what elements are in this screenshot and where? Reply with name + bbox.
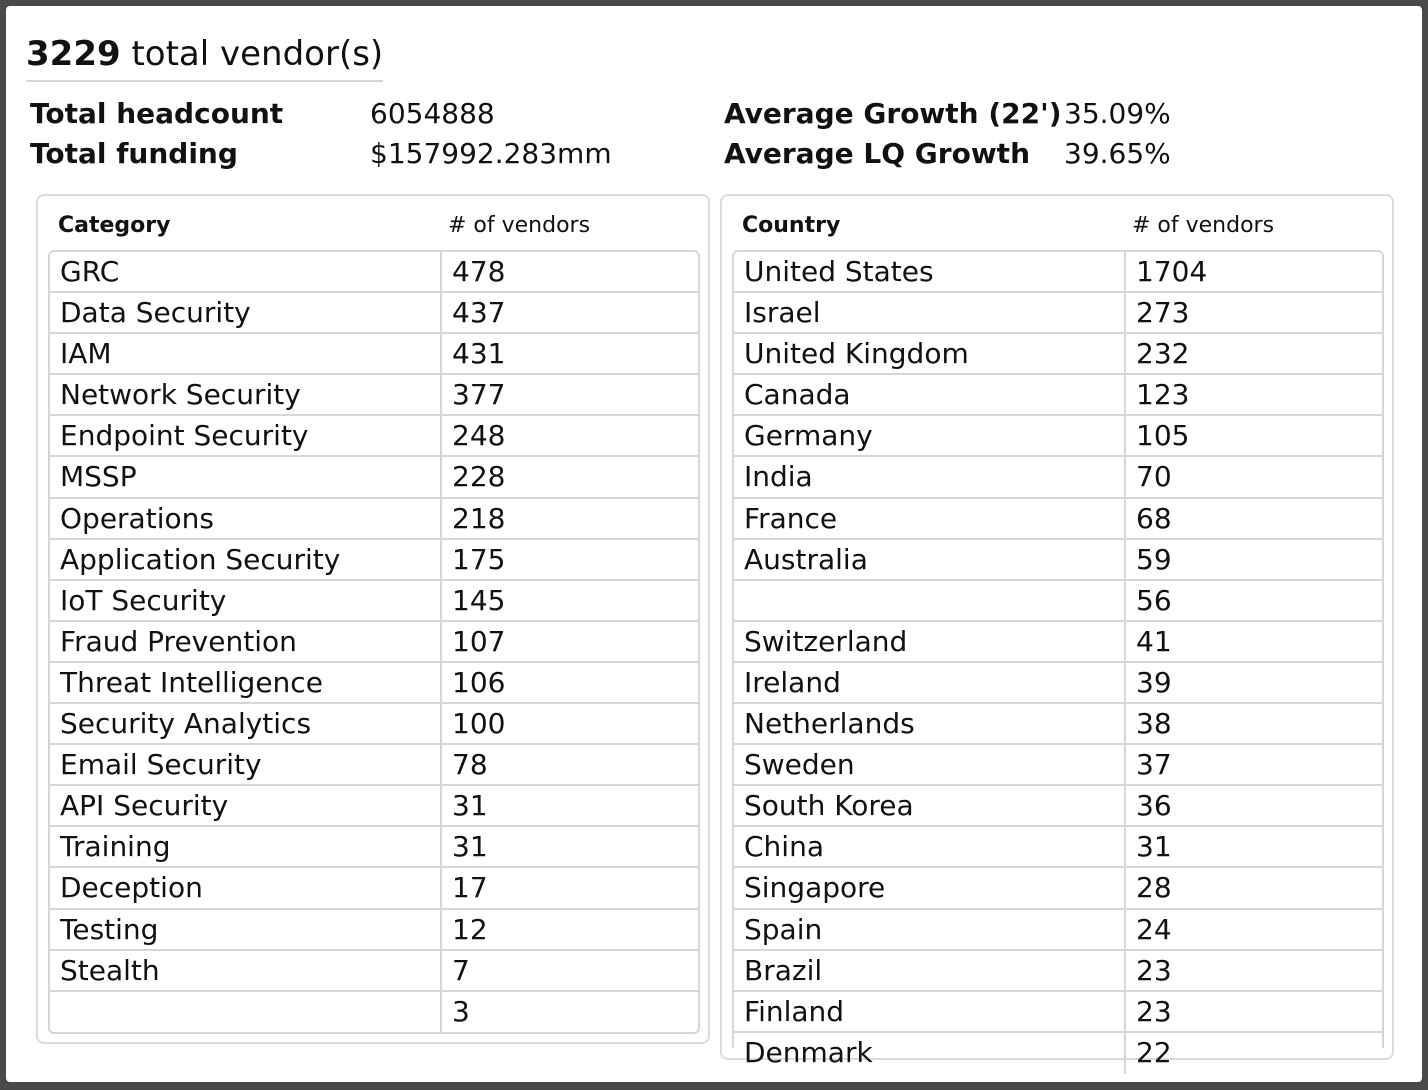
category-panel	[36, 194, 710, 1044]
row-name-cell: Training	[50, 827, 442, 866]
row-count-cell: 28	[1136, 871, 1172, 905]
row-count-cell: 431	[452, 337, 506, 371]
table-row	[50, 252, 698, 293]
row-count-cell: 273	[1136, 296, 1190, 330]
row-count-cell: 37	[1136, 748, 1172, 782]
row-name-cell: Sweden	[734, 745, 1126, 784]
table-row	[734, 622, 1382, 663]
row-count-cell: 31	[452, 789, 488, 823]
table-row	[734, 868, 1382, 909]
table-row	[50, 786, 698, 827]
category-table	[48, 250, 700, 1034]
total-funding-label: Total funding	[30, 137, 238, 170]
row-name-cell: API Security	[50, 786, 442, 825]
average-lq-growth-value: 39.65%	[1064, 137, 1171, 170]
table-row	[50, 581, 698, 622]
row-name-cell: Testing	[50, 910, 442, 949]
table-row	[734, 827, 1382, 868]
row-name-cell: MSSP	[50, 457, 442, 496]
table-row	[50, 745, 698, 786]
row-name-cell: Brazil	[734, 951, 1126, 990]
row-name-cell: GRC	[50, 252, 442, 291]
total-funding-value: $157992.283mm	[370, 137, 612, 170]
row-name-cell: Threat Intelligence	[50, 663, 442, 702]
row-name-cell: Operations	[50, 499, 442, 538]
row-count-cell: 31	[1136, 830, 1172, 864]
table-row	[734, 375, 1382, 416]
row-name-cell: Data Security	[50, 293, 442, 332]
row-name-cell: Germany	[734, 416, 1126, 455]
table-row	[50, 910, 698, 951]
row-name-cell: Ireland	[734, 663, 1126, 702]
row-count-cell: 36	[1136, 789, 1172, 823]
row-count-cell: 248	[452, 419, 506, 453]
row-count-cell: 377	[452, 378, 506, 412]
row-count-cell: 437	[452, 296, 506, 330]
row-count-cell: 228	[452, 460, 506, 494]
table-row	[50, 540, 698, 581]
row-name-cell: IAM	[50, 334, 442, 373]
row-count-cell: 23	[1136, 953, 1172, 987]
table-row	[734, 334, 1382, 375]
average-growth-value: 35.09%	[1064, 97, 1171, 130]
row-count-cell: 38	[1136, 707, 1172, 741]
row-name-cell: Denmark	[734, 1033, 1126, 1074]
row-name-cell: Security Analytics	[50, 704, 442, 743]
total-headcount-label: Total headcount	[30, 97, 284, 130]
row-count-cell: 17	[452, 871, 488, 905]
row-count-cell: 7	[452, 953, 470, 987]
total-headcount-value: 6054888	[370, 97, 495, 130]
row-name-cell	[50, 992, 442, 1033]
table-row	[734, 293, 1382, 334]
vendor-summary-modal	[6, 6, 1422, 1082]
row-count-cell: 232	[1136, 337, 1190, 371]
table-row	[734, 951, 1382, 992]
table-row	[50, 334, 698, 375]
row-count-cell: 59	[1136, 542, 1172, 576]
vendor-count-suffix: total vendor(s)	[120, 34, 384, 74]
row-count-cell: 145	[452, 583, 506, 617]
row-name-cell: Finland	[734, 992, 1126, 1031]
category-column-header: Category	[58, 213, 171, 238]
row-count-cell: 39	[1136, 665, 1172, 699]
row-count-cell: 175	[452, 542, 506, 576]
table-row	[50, 375, 698, 416]
row-count-cell: 106	[452, 665, 506, 699]
table-row	[734, 745, 1382, 786]
table-row	[50, 868, 698, 909]
table-row	[50, 827, 698, 868]
table-row	[734, 704, 1382, 745]
row-name-cell: Israel	[734, 293, 1126, 332]
table-row	[50, 416, 698, 457]
row-name-cell: Deception	[50, 868, 442, 907]
row-name-cell: India	[734, 457, 1126, 496]
table-row	[50, 293, 698, 334]
row-count-cell: 22	[1136, 1035, 1172, 1069]
table-row	[734, 910, 1382, 951]
row-count-cell: 123	[1136, 378, 1190, 412]
row-name-cell: Singapore	[734, 868, 1126, 907]
table-row	[50, 622, 698, 663]
table-row	[734, 663, 1382, 704]
row-count-cell: 478	[452, 255, 506, 288]
row-count-cell: 31	[452, 830, 488, 864]
average-growth-label: Average Growth (22')	[724, 97, 1062, 130]
table-row	[50, 499, 698, 540]
average-lq-growth-label: Average LQ Growth	[724, 137, 1031, 170]
row-count-cell: 107	[452, 624, 506, 658]
table-row	[734, 786, 1382, 827]
row-count-cell: 70	[1136, 460, 1172, 494]
row-name-cell: Spain	[734, 910, 1126, 949]
row-name-cell: Switzerland	[734, 622, 1126, 661]
row-count-cell: 24	[1136, 912, 1172, 946]
table-row	[734, 1033, 1382, 1074]
row-count-cell: 218	[452, 501, 506, 535]
row-name-cell: Network Security	[50, 375, 442, 414]
row-count-cell: 68	[1136, 501, 1172, 535]
row-count-cell: 105	[1136, 419, 1190, 453]
row-name-cell: Canada	[734, 375, 1126, 414]
row-count-cell: 78	[452, 748, 488, 782]
table-row	[50, 457, 698, 498]
vendor-count-heading	[26, 32, 383, 82]
row-name-cell: United States	[734, 252, 1126, 291]
row-name-cell: South Korea	[734, 786, 1126, 825]
country-count-column-header: # of vendors	[1132, 213, 1275, 238]
row-count-cell: 100	[452, 707, 506, 741]
country-table[interactable]	[732, 250, 1384, 1069]
table-row	[734, 252, 1382, 293]
row-name-cell: United Kingdom	[734, 334, 1126, 373]
table-row	[734, 457, 1382, 498]
row-name-cell: Fraud Prevention	[50, 622, 442, 661]
table-row	[734, 992, 1382, 1033]
country-column-header: Country	[742, 213, 841, 238]
row-name-cell: Australia	[734, 540, 1126, 579]
row-name-cell: Application Security	[50, 540, 442, 579]
row-count-cell: 41	[1136, 624, 1172, 658]
table-row	[734, 499, 1382, 540]
table-row	[734, 416, 1382, 457]
table-row	[50, 951, 698, 992]
table-row	[50, 663, 698, 704]
row-name-cell: Email Security	[50, 745, 442, 784]
row-name-cell: Netherlands	[734, 704, 1126, 743]
country-panel	[720, 194, 1394, 1069]
row-name-cell	[734, 581, 1126, 620]
row-count-cell: 1704	[1136, 255, 1208, 288]
row-count-cell: 56	[1136, 583, 1172, 617]
row-name-cell: France	[734, 499, 1126, 538]
table-row	[734, 581, 1382, 622]
vendor-count: 3229	[26, 34, 121, 74]
row-count-cell: 23	[1136, 994, 1172, 1028]
category-count-column-header: # of vendors	[448, 213, 591, 238]
row-name-cell: Endpoint Security	[50, 416, 442, 455]
row-name-cell: IoT Security	[50, 581, 442, 620]
table-row	[50, 992, 698, 1033]
table-row	[734, 540, 1382, 581]
row-count-cell: 3	[452, 994, 470, 1028]
row-name-cell: Stealth	[50, 951, 442, 990]
row-count-cell: 12	[452, 912, 488, 946]
row-name-cell: China	[734, 827, 1126, 866]
table-row	[50, 704, 698, 745]
